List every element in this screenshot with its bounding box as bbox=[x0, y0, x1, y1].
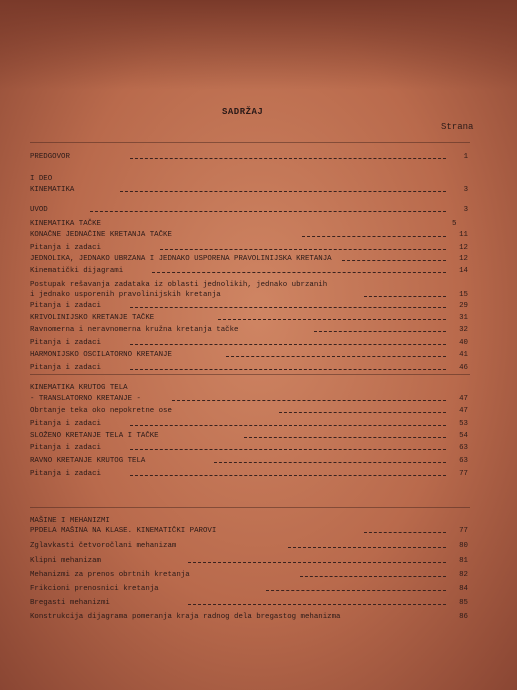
leader-dashes bbox=[302, 236, 446, 237]
leader-dashes bbox=[266, 590, 446, 591]
leader-dashes bbox=[172, 400, 446, 401]
toc-heading-line: KINEMATIKA TAČKE bbox=[30, 220, 101, 228]
toc-entry-title: Mehanizmi za prenos obrtnih kretanja bbox=[30, 571, 190, 579]
leader-dashes bbox=[364, 532, 446, 533]
toc-entry-title: PPDELA MAŠINA NA KLASE. KINEMATIČKI PAROVI bbox=[30, 527, 217, 535]
leader-dashes bbox=[130, 369, 446, 370]
leader-dashes bbox=[160, 249, 446, 250]
leader-dashes bbox=[188, 604, 446, 605]
toc-entry-title: KONAČNE JEDNAČINE KRETANJA TAČKE bbox=[30, 231, 172, 239]
toc-entry bbox=[30, 290, 468, 301]
toc-entry-title: KINEMATIKA bbox=[30, 186, 75, 194]
toc-entry-title: Pitanja i zadaci bbox=[30, 364, 101, 372]
toc-entry bbox=[30, 363, 468, 374]
toc-entry-title: Bregasti mehanizmi bbox=[30, 599, 110, 607]
toc-entry-title: Pitanja i zadaci bbox=[30, 470, 101, 478]
toc-entry-title: Konstrukcija dijagrama pomeranja kraja radnog dela bregastog mehanizma bbox=[30, 613, 341, 621]
toc-page-number: 53 bbox=[459, 420, 468, 428]
toc-entry bbox=[30, 406, 468, 417]
toc-entry bbox=[30, 338, 468, 349]
toc-page-number: 47 bbox=[459, 407, 468, 415]
toc-entry-title: Ravnomerna i neravnomerna kružna kretanja tačke bbox=[30, 326, 239, 334]
toc-page-number: 31 bbox=[459, 314, 468, 322]
toc-entry bbox=[30, 598, 468, 609]
toc-page-number: 47 bbox=[459, 395, 468, 403]
leader-dashes bbox=[130, 475, 446, 476]
toc-entry-title: KRIVOLINIJSKO KRETANJE TAČKE bbox=[30, 314, 155, 322]
leader-dashes bbox=[130, 158, 446, 159]
toc-entry-title: Klipni mehanizam bbox=[30, 557, 101, 565]
toc-entry-title: Kinematički dijagrami bbox=[30, 267, 124, 275]
leader-dashes bbox=[90, 211, 446, 212]
toc-entry bbox=[30, 266, 468, 277]
toc-entry-title: PREDGOVOR bbox=[30, 153, 70, 161]
leader-dashes bbox=[120, 191, 446, 192]
toc-entry bbox=[30, 526, 468, 537]
leader-dashes bbox=[218, 319, 446, 320]
leader-dashes bbox=[288, 547, 446, 548]
toc-page-number: 32 bbox=[459, 326, 468, 334]
toc-page-number: 11 bbox=[459, 231, 468, 239]
toc-heading-line: MAŠINE I MEHANIZMI bbox=[30, 517, 110, 525]
leader-dashes bbox=[279, 412, 446, 413]
toc-page-number: 29 bbox=[459, 302, 468, 310]
toc-page-number: 81 bbox=[459, 557, 468, 565]
leader-dashes bbox=[130, 449, 446, 450]
leader-dashes bbox=[130, 425, 446, 426]
toc-page-number: 41 bbox=[459, 351, 468, 359]
toc-page-number: 80 bbox=[459, 542, 468, 550]
leader-dashes bbox=[226, 356, 446, 357]
toc-page-number: 3 bbox=[463, 206, 468, 214]
toc-entry bbox=[30, 301, 468, 312]
toc-entry-title: RAVNO KRETANJE KRUTOG TELA bbox=[30, 457, 146, 465]
toc-page-number: 86 bbox=[459, 613, 468, 621]
toc-entry bbox=[30, 612, 468, 623]
toc-page-number: 54 bbox=[459, 432, 468, 440]
toc-entry bbox=[30, 313, 468, 324]
toc-entry-title: Pitanja i zadaci bbox=[30, 420, 101, 428]
toc-page-number: 15 bbox=[459, 291, 468, 299]
leader-dashes bbox=[314, 331, 446, 332]
leader-dashes bbox=[130, 344, 446, 345]
toc-page-number: 12 bbox=[459, 255, 468, 263]
toc-entry bbox=[30, 541, 468, 552]
leader-dashes bbox=[130, 307, 446, 308]
leader-dashes bbox=[364, 296, 446, 297]
toc-entry-title: Pitanja i zadaci bbox=[30, 302, 101, 310]
leader-dashes bbox=[152, 272, 446, 273]
toc-entry-title: i jednako usporenih pravolinijskih kretanja bbox=[30, 291, 221, 299]
page-column-header: Strana bbox=[441, 122, 474, 132]
toc-entry bbox=[30, 584, 468, 595]
leader-dashes bbox=[188, 562, 446, 563]
toc-entry-title: JEDNOLIKA, JEDNAKO UBRZANA I JEDNAKO USPORENA PRAVOLINIJSKA KRETANJA bbox=[30, 255, 332, 263]
toc-page-number: 1 bbox=[463, 153, 468, 161]
toc-entry bbox=[30, 205, 468, 216]
toc-entry-title: Zglavkasti četvoročlani mehanizam bbox=[30, 542, 177, 550]
toc-entry bbox=[30, 394, 468, 405]
toc-page-number: 63 bbox=[459, 457, 468, 465]
section-divider bbox=[30, 374, 470, 375]
toc-page-number: 82 bbox=[459, 571, 468, 579]
toc-page-number: 85 bbox=[459, 599, 468, 607]
toc-page-number: 46 bbox=[459, 364, 468, 372]
toc-entry bbox=[30, 456, 468, 467]
toc-entry bbox=[30, 469, 468, 480]
toc-entry-title: SLOŽENO KRETANJE TELA I TAČKE bbox=[30, 432, 159, 440]
toc-entry-title: Pitanja i zadaci bbox=[30, 339, 101, 347]
section-divider bbox=[30, 142, 470, 143]
toc-entry-title: - TRANSLATORNO KRETANJE - bbox=[30, 395, 141, 403]
toc-entry bbox=[30, 350, 468, 361]
toc-entry bbox=[30, 325, 468, 336]
toc-entry bbox=[30, 152, 468, 163]
toc-entry bbox=[30, 570, 468, 581]
toc-page-number: 77 bbox=[459, 527, 468, 535]
leader-dashes bbox=[214, 462, 446, 463]
leader-dashes bbox=[342, 260, 446, 261]
toc-page-number: 63 bbox=[459, 444, 468, 452]
toc-entry bbox=[30, 254, 468, 265]
toc-heading-line: Postupak rešavanja zadataka iz oblasti jednolikih, jednako ubrzanih bbox=[30, 281, 328, 289]
toc-page-number: 77 bbox=[459, 470, 468, 478]
toc-page-number: 3 bbox=[463, 186, 468, 194]
toc-heading-line: I DEO bbox=[30, 175, 53, 183]
toc-entry bbox=[30, 443, 468, 454]
section-divider bbox=[30, 507, 470, 508]
toc-entry bbox=[30, 230, 468, 241]
toc-entry bbox=[30, 431, 468, 442]
toc-heading-line: KINEMATIKA KRUTOG TELA bbox=[30, 384, 128, 392]
leader-dashes bbox=[244, 437, 446, 438]
toc-entry-title: Pitanja i zadaci bbox=[30, 244, 101, 252]
leader-dashes bbox=[300, 576, 446, 577]
toc-entry-title: Frikcioni prenosnici kretanja bbox=[30, 585, 159, 593]
toc-entry bbox=[30, 556, 468, 567]
toc-entry-title: HARMONIJSKO OSCILATORNO KRETANJE bbox=[30, 351, 172, 359]
toc-entry-title: UVOD bbox=[30, 206, 48, 214]
toc-entry bbox=[30, 419, 468, 430]
toc-entry-title: Pitanja i zadaci bbox=[30, 444, 101, 452]
toc-page-number: 5 bbox=[452, 220, 457, 228]
toc-entry-title: Obrtanje teka oko nepokretne ose bbox=[30, 407, 172, 415]
toc-entry bbox=[30, 185, 468, 196]
toc-page-number: 84 bbox=[459, 585, 468, 593]
toc-entry bbox=[30, 243, 468, 254]
page-title: SADRŽAJ bbox=[222, 107, 264, 117]
toc-page-number: 40 bbox=[459, 339, 468, 347]
toc-page-number: 14 bbox=[459, 267, 468, 275]
toc-page-number: 12 bbox=[459, 244, 468, 252]
